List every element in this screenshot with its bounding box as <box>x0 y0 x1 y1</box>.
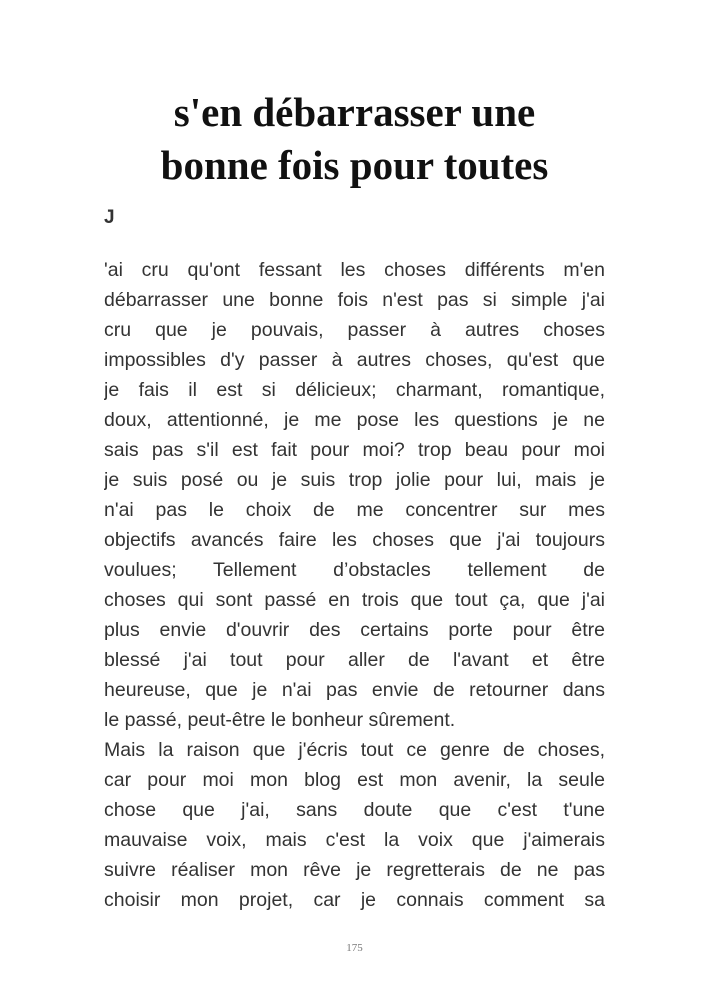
text-line: impossibles d'y passer à autres choses, qu'est que <box>104 349 605 371</box>
text-line: 'ai cru qu'ont fessant les choses différents m'en <box>104 259 605 281</box>
text-line: cru que je pouvais, passer à autres choses <box>104 319 605 341</box>
text-line: doux, attentionné, je me pose les questions je ne <box>104 409 605 431</box>
text-line: suivre réaliser mon rêve je regretterais de ne pas <box>104 859 605 881</box>
text-line: sais pas s'il est fait pour moi? trop beau pour moi <box>104 439 605 461</box>
text-line: débarrasser une bonne fois n'est pas si simple j'ai <box>104 289 605 311</box>
text-line: plus envie d'ouvrir des certains porte pour être <box>104 619 605 641</box>
body-text <box>104 255 605 915</box>
text-line: le passé, peut-être le bonheur sûrement. <box>104 709 456 731</box>
text-line: n'ai pas le choix de me concentrer sur mes <box>104 499 605 521</box>
text-line: car pour moi mon blog est mon avenir, la seule <box>104 769 605 791</box>
chapter-title-line: s'en débarrasser une <box>173 89 536 135</box>
drop-cap-letter: J <box>104 207 115 228</box>
text-line: objectifs avancés faire les choses que j'ai toujours <box>104 529 605 551</box>
text-line: je fais il est si délicieux; charmant, romantique, <box>104 379 605 401</box>
text-line: heureuse, que je n'ai pas envie de retourner dans <box>104 679 605 701</box>
text-line: je suis posé ou je suis trop jolie pour lui, mais je <box>104 469 605 491</box>
text-line: voulues; Tellement d’obstacles tellement de <box>104 559 605 581</box>
text-line: Mais la raison que j'écris tout ce genre de choses, <box>104 739 605 761</box>
text-line: choses qui sont passé en trois que tout ça, que j'ai <box>104 589 605 611</box>
text-line: blessé j'ai tout pour aller de l'avant et être <box>104 649 605 671</box>
chapter-title-line: bonne fois pour toutes <box>160 142 549 188</box>
paragraph <box>104 735 605 915</box>
text-line: choisir mon projet, car je connais comment sa <box>104 889 605 911</box>
chapter-title <box>0 86 709 192</box>
text-line: chose que j'ai, sans doute que c'est t'une <box>104 799 605 821</box>
paragraph <box>104 255 605 735</box>
page-number: 175 <box>346 942 363 954</box>
text-line: mauvaise voix, mais c'est la voix que j'aimerais <box>104 829 605 851</box>
